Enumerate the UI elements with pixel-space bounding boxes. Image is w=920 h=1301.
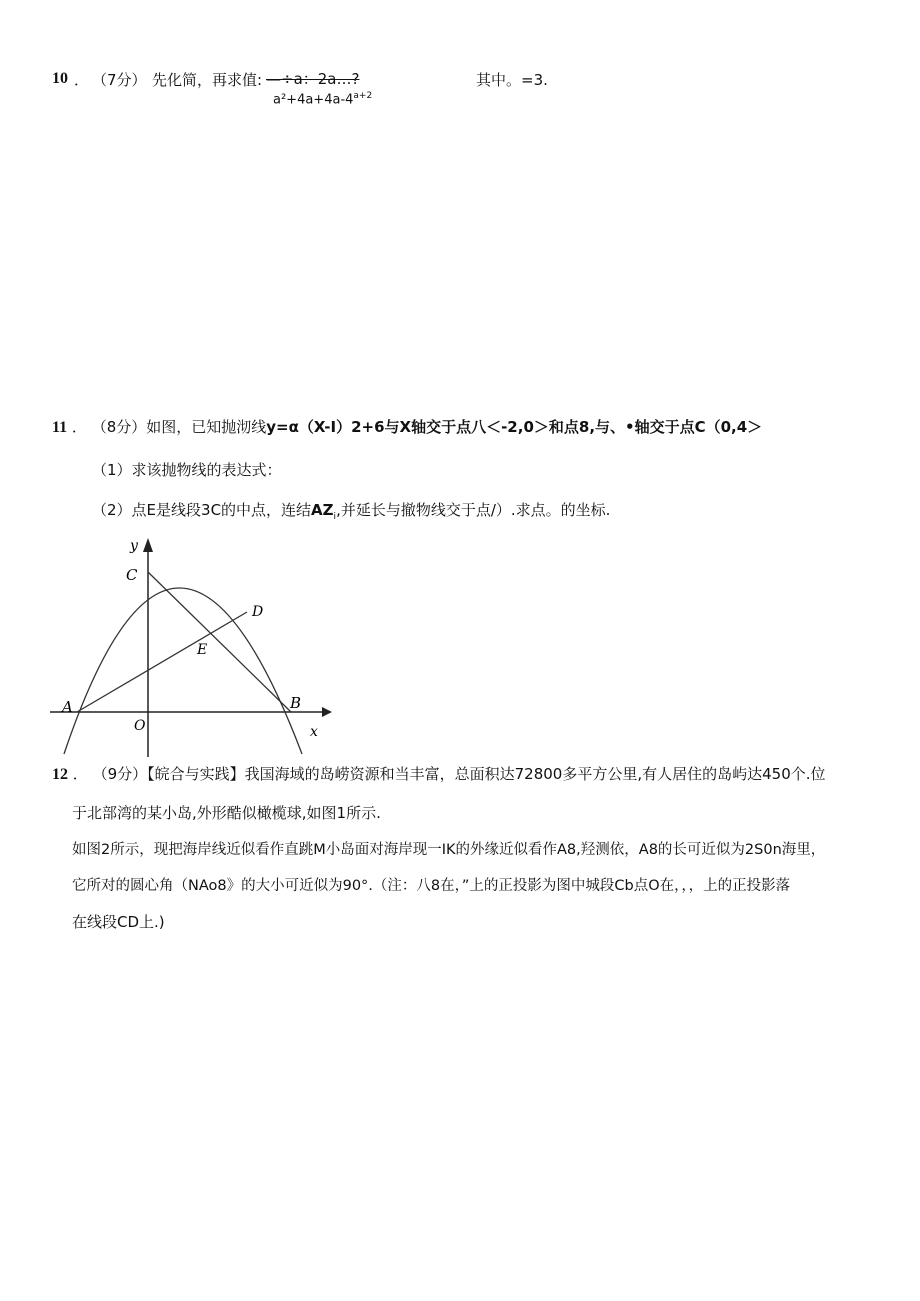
label-o: O xyxy=(134,718,146,734)
label-a: A xyxy=(62,698,73,716)
q12-line1: 【皖合与实践】我国海域的岛崂资源和当丰富，总面积达72800多平方公里,有人居住的岛屿达450个.位 xyxy=(147,765,826,783)
y-axis-arrow xyxy=(143,538,153,552)
q10-fraction-denominator: $a^2+4a+4a-4^{a+2}$ xyxy=(273,91,373,108)
label-b: B xyxy=(290,694,302,712)
q10-points: （7分） xyxy=(92,71,147,89)
q12-points: （9分） xyxy=(92,765,148,783)
label-x: x xyxy=(310,724,318,740)
q11-stem xyxy=(52,417,762,438)
q11-dot: ． xyxy=(71,418,87,436)
segment-cb xyxy=(148,572,291,712)
q10-fraction-numerator: —÷a：2a…? xyxy=(266,70,360,88)
parabola-figure xyxy=(50,532,335,762)
label-e: E xyxy=(197,642,208,658)
q10-prompt: 先化简，再求值: xyxy=(152,71,263,89)
label-c: C xyxy=(126,566,138,584)
q11-stem-b: 与X轴交于点八＜-2,0＞和点8,与、•轴交于点C（0,4＞ xyxy=(384,418,763,436)
parabola-curve xyxy=(64,588,302,754)
q12-line2: 于北部湾的某小岛,外形酷似橄榄球,如图1所示. xyxy=(72,804,381,822)
q11-part1: （1）求该抛物线的表达式： xyxy=(92,461,282,479)
q12-line1-wrap xyxy=(52,764,826,785)
q10-dot: ． xyxy=(74,71,90,89)
q11-stem-a: 如图，已知抛沏线 xyxy=(146,418,267,436)
label-y: y xyxy=(130,538,138,554)
q12-line5: 在线段CD上.) xyxy=(72,913,165,931)
x-axis-arrow xyxy=(322,707,332,717)
q10-number: 10 xyxy=(52,70,68,87)
q12-number: 12 xyxy=(52,766,68,783)
q12-dot: ． xyxy=(72,765,88,783)
label-d: D xyxy=(252,604,264,620)
q12-line4: 它所对的圆心角（NAo8》的大小可近似为90°.（注：八8在，”上的正投影为图中城段Cb点O在，，，上的正投影落 xyxy=(72,878,791,894)
segment-ad xyxy=(77,612,247,712)
q10-condition: 其中。=3. xyxy=(476,71,548,89)
q11-part2: （2）点E是线段3C的中点，连结$AZ_i$,并延长与撤物线交于点/）.求点。的坐标. xyxy=(92,501,611,522)
q11-equation: y=α（X-I）2+6 xyxy=(266,418,385,436)
q12-line3: 如图2所示，现把海岸线近似看作直跳M小岛面对海岸现一IK的外缘近似看作A8,羟测依，A8的长可近似为2S0n海里， xyxy=(72,842,826,858)
q11-points: （8分） xyxy=(91,418,147,436)
q11-number: 11 xyxy=(52,419,68,436)
